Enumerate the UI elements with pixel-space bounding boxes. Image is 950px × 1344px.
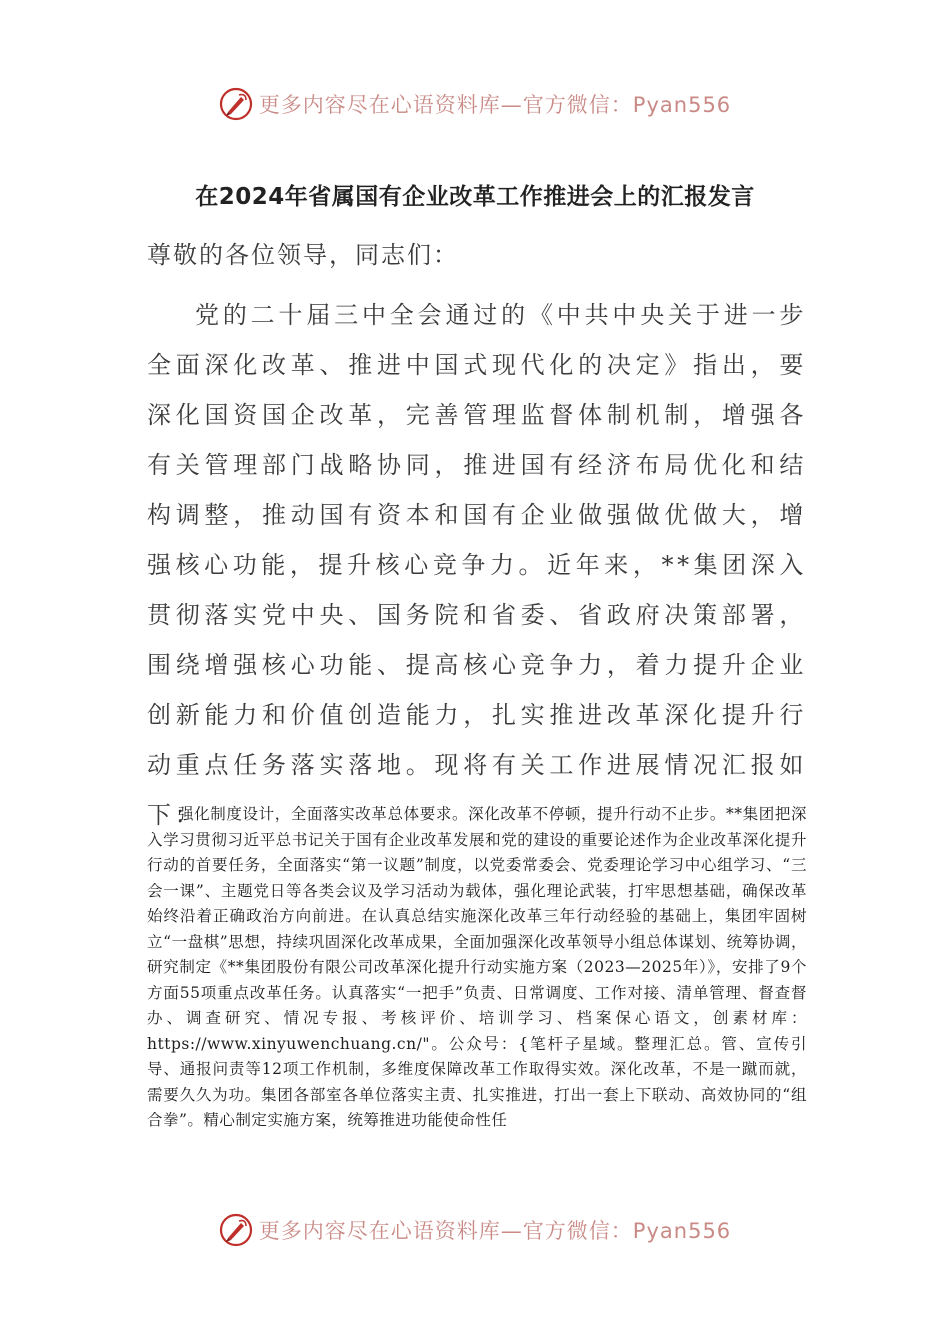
- footer-watermark: [0, 1210, 950, 1250]
- watermark-text: 更多内容尽在心语资料库—官方微信：Pyan556: [258, 1219, 732, 1243]
- salutation: 尊敬的各位领导，同志们：: [147, 241, 459, 269]
- document-title: 在2024年省属国有企业改革工作推进会上的汇报发言: [195, 184, 755, 210]
- body-paragraph: 强化制度设计，全面落实改革总体要求。深化改革不停顿，提升行动不止步。**集团把深入学习贯彻习近平总书记关于国有企业改革发展和党的建设的重要论述作为企业改革深化提升行动的首要任务，全面落实“第一议题”制度，以党委常委会、党委理论学习中心组学习、“三会一课”、主题党日等各类会议及学习活动为载体，强化理论武装，打牢思想基础，确保改革始终沿着正确政治方向前进。在认真总结实施深化改革三年行动经验的基础上，集团牢固树立“一盘棋”思想，持续巩固深化改革成果，全面加强深化改革领导小组总体谋划、统筹协调，研究制定《**集团股份有限公司改革深化提升行动实施方案（2023—2025年）》，安排了9个方面55项重点改革任务。认真落实“一把手”负责、日常调度、工作对接、清单管理、督查督办、调查研究、情况专报、考核评价、培训学习、档案保心语文，创素材库：https://www.xinyuwenchuang.cn/"。公众号：{笔杆子星域。整理汇总。管、宣传引导、通报问责等12项工作机制，多维度保障改革工作取得实效。深化改革，不是一蹴而就，需要久久为功。集团各部室各单位落实主责、扎实推进，打出一套上下联动、高效协同的“组合拳”。精心制定实施方案，统筹推进功能使命性任: [147, 805, 807, 1129]
- pen-logo-icon: [219, 1213, 253, 1247]
- pen-logo-icon: [219, 87, 253, 121]
- header-watermark: [0, 84, 950, 124]
- watermark-text: 更多内容尽在心语资料库—官方微信：Pyan556: [258, 93, 732, 117]
- intro-paragraph: 党的二十届三中全会通过的《中共中央关于进一步全面深化改革、推进中国式现代化的决定》指出，要深化国资国企改革，完善管理监督体制机制，增强各有关管理部门战略协同，推进国有经济布局优化和结构调整，推动国有资本和国有企业做强做优做大，增强核心功能，提升核心竞争力。近年来，**集团深入贯彻落实党中央、国务院和省委、省政府决策部署，围绕增强核心功能、提高核心竞争力，着力提升企业创新能力和价值创造能力，扎实推进改革深化提升行动重点任务落实落地。现将有关工作进展情况汇报如下：: [147, 301, 807, 829]
